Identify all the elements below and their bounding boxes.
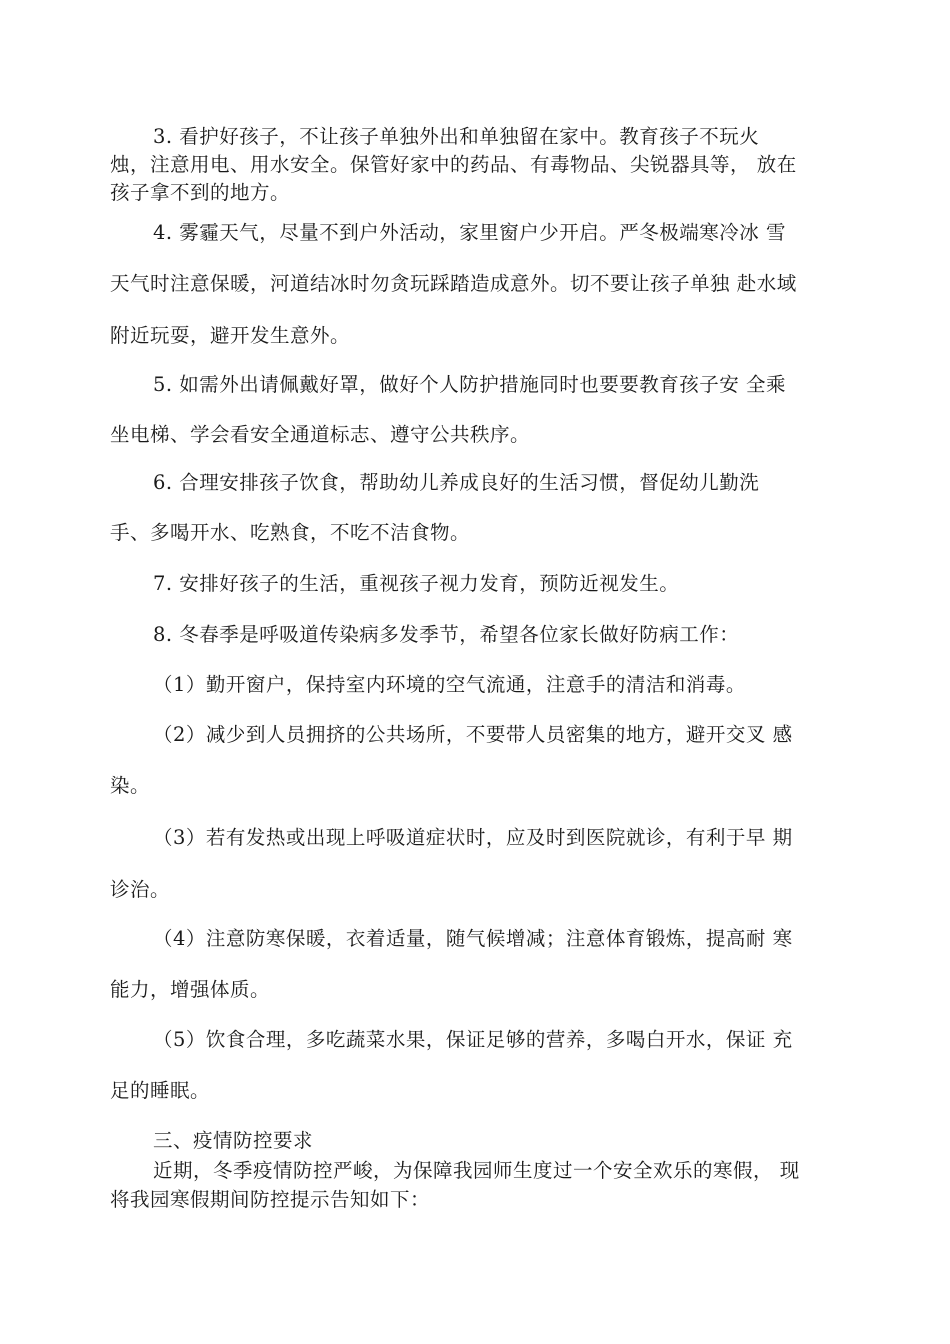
item-5-line-2: 坐电梯、学会看安全通道标志、遵守公共秩序。 <box>110 423 531 446</box>
item-4-line-1: 4. 雾霾天气，尽量不到户外活动，家里窗户少开启。严冬极端寒冷冰 雪 <box>153 221 787 244</box>
subitem-5-line-1: （5）饮食合理，多吃蔬菜水果，保证足够的营养，多喝白开水，保证 充 <box>153 1028 793 1051</box>
item-6-line-2: 手、多喝开水、吃熟食，不吃不洁食物。 <box>110 521 471 544</box>
item-4-line-3: 附近玩耍，避开发生意外。 <box>110 324 351 347</box>
subitem-2-line-1: （2）减少到人员拥挤的公共场所，不要带人员密集的地方，避开交叉 感 <box>153 723 793 746</box>
item-8-line-1: 8. 冬春季是呼吸道传染病多发季节，希望各位家长做好防病工作： <box>153 623 740 646</box>
section-3-heading: 三、疫情防控要求 <box>153 1129 314 1152</box>
paragraph-line-1: 近期，冬季疫情防控严峻，为保障我园师生度过一个安全欢乐的寒假， 现 <box>153 1159 800 1182</box>
item-5-line-1: 5. 如需外出请佩戴好罩，做好个人防护措施同时也要要教育孩子安 全乘 <box>153 373 787 396</box>
item-3-line-2: 烛，注意用电、用水安全。保管好家中的药品、有毒物品、尖锐器具等， 放在 <box>110 153 797 176</box>
subitem-5-line-2: 足的睡眠。 <box>110 1079 211 1102</box>
paragraph-line-2: 将我园寒假期间防控提示告知如下： <box>110 1188 431 1211</box>
item-6-line-1: 6. 合理安排孩子饮食，帮助幼儿养成良好的生活习惯，督促幼儿勤洗 <box>153 471 760 494</box>
subitem-4-line-2: 能力，增强体质。 <box>110 978 271 1001</box>
subitem-1-line-1: （1）勤开窗户，保持室内环境的空气流通，注意手的清洁和消毒。 <box>153 673 746 696</box>
subitem-3-line-1: （3）若有发热或出现上呼吸道症状时，应及时到医院就诊，有利于早 期 <box>153 826 793 849</box>
item-4-line-2: 天气时注意保暖，河道结冰时勿贪玩踩踏造成意外。切不要让孩子单独 赴水域 <box>110 272 797 295</box>
subitem-2-line-2: 染。 <box>110 774 151 797</box>
item-3-line-1: 3. 看护好孩子，不让孩子单独外出和单独留在家中。教育孩子不玩火 <box>153 125 760 148</box>
item-7-line-1: 7. 安排好孩子的生活，重视孩子视力发育，预防近视发生。 <box>153 572 680 595</box>
item-3-line-3: 孩子拿不到的地方。 <box>110 181 291 204</box>
subitem-3-line-2: 诊治。 <box>110 878 171 901</box>
subitem-4-line-1: （4）注意防寒保暖，衣着适量，随气候增减；注意体育锻炼，提高耐 寒 <box>153 927 793 950</box>
